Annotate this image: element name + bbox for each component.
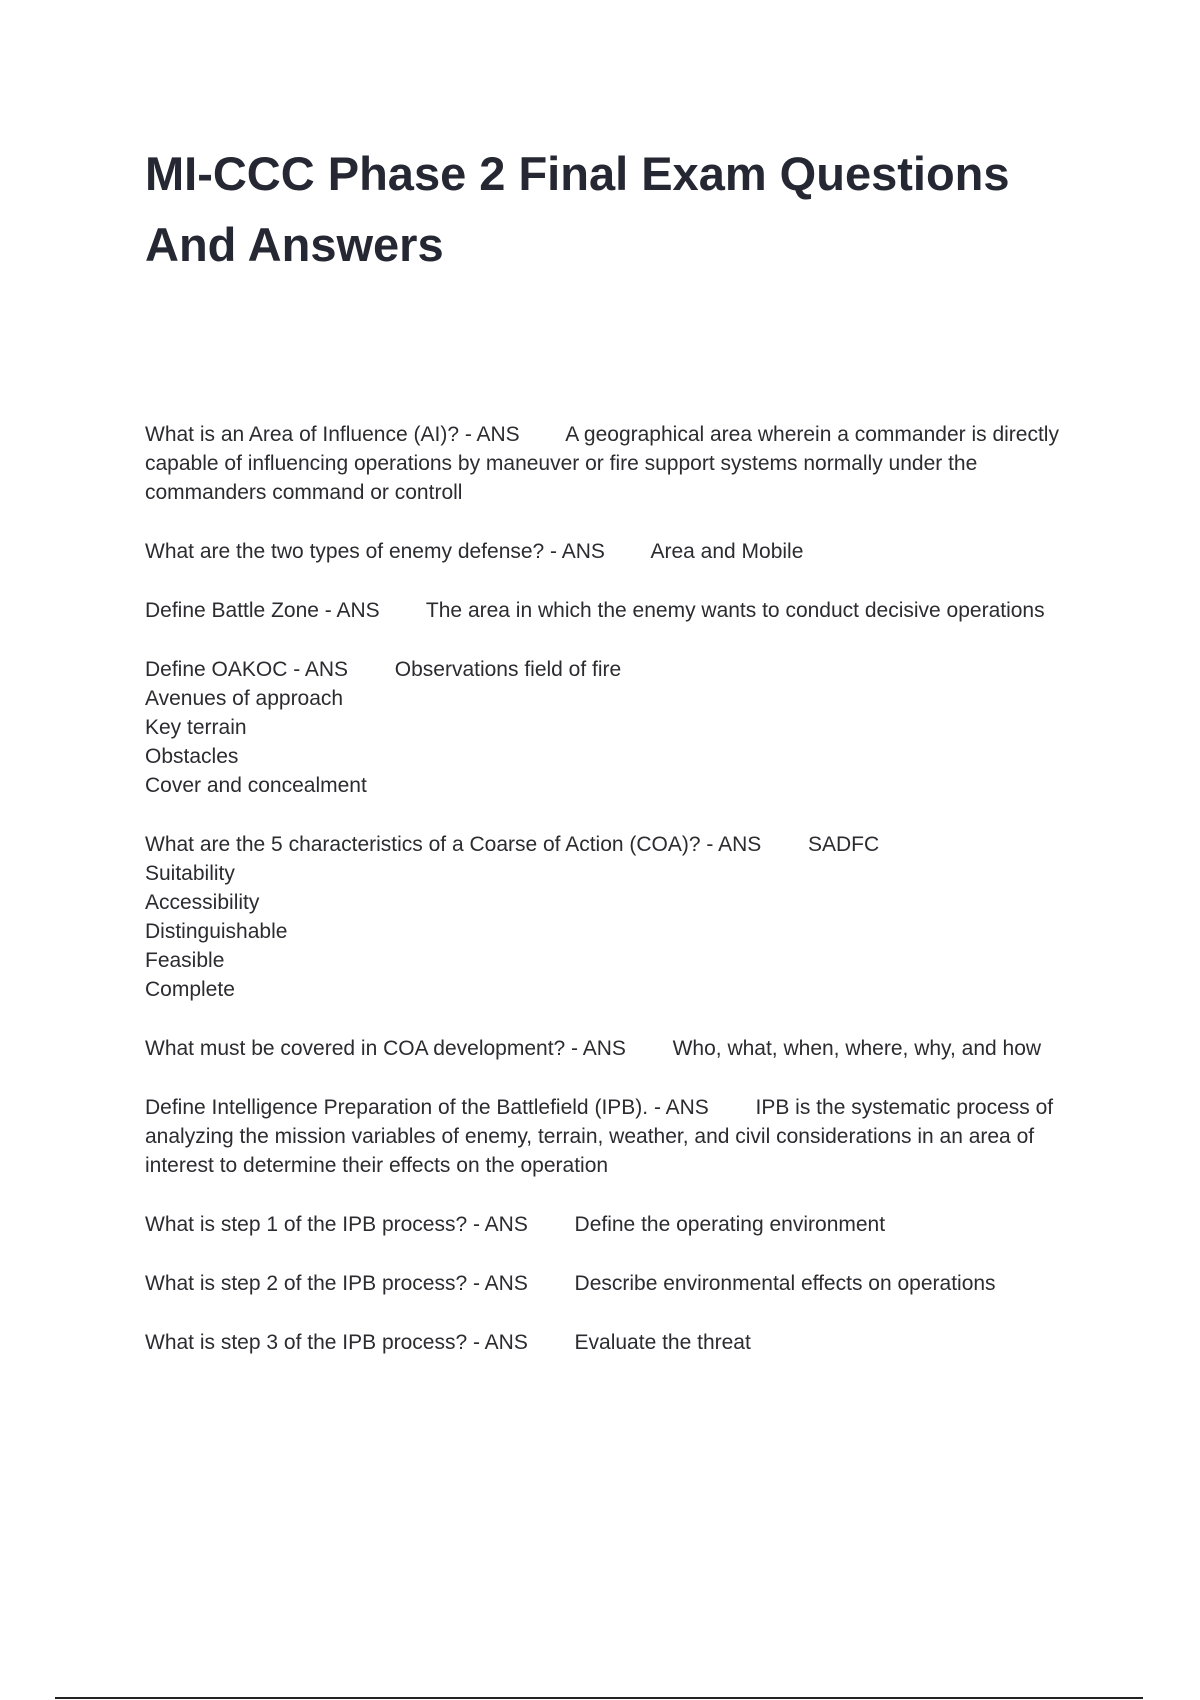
qa-item-4 bbox=[145, 655, 1095, 800]
question-text: Define Intelligence Preparation of the Battlefield (IPB). - ANS bbox=[145, 1096, 709, 1119]
question-text: Define OAKOC - ANS bbox=[145, 658, 349, 681]
qa-item-6 bbox=[145, 1034, 1095, 1063]
qa-item-8 bbox=[145, 1210, 1095, 1239]
answer-text: Evaluate the threat bbox=[574, 1331, 751, 1354]
question-text: What are the 5 characteristics of a Coarse of Action (COA)? - ANS bbox=[145, 833, 762, 856]
qa-item-2 bbox=[145, 537, 1095, 566]
qa-item-3 bbox=[145, 596, 1095, 625]
qa-item-1 bbox=[145, 420, 1095, 507]
qa-item-5 bbox=[145, 830, 1095, 1004]
question-text: What must be covered in COA development? - ANS bbox=[145, 1037, 626, 1060]
answer-text: IPB is the systematic process of analyzing the mission variables of enemy, terrain, weather, and civil considerations in an area of interest to determine their effects on the operation bbox=[145, 1096, 1054, 1177]
page-title: MI-CCC Phase 2 Final Exam Questions And Answers bbox=[145, 147, 1010, 271]
question-text: What is step 2 of the IPB process? - ANS bbox=[145, 1272, 528, 1295]
answer-text: A geographical area wherein a commander is directly capable of influencing operations by maneuver or fire support systems normally under the commanders command or controll bbox=[145, 423, 1059, 504]
document-page bbox=[145, 138, 1095, 1387]
answer-text: Who, what, when, where, why, and how bbox=[672, 1037, 1042, 1060]
question-text: Define Battle Zone - ANS bbox=[145, 599, 380, 622]
page-bottom-rule bbox=[55, 1697, 1143, 1699]
qa-item-10 bbox=[145, 1328, 1095, 1357]
question-text: What is step 3 of the IPB process? - ANS bbox=[145, 1331, 528, 1354]
qa-item-9 bbox=[145, 1269, 1095, 1298]
question-text: What is step 1 of the IPB process? - ANS bbox=[145, 1213, 528, 1236]
answer-text: SADFC Suitability Accessibility Distinguishable Feasible Complete bbox=[145, 833, 880, 1001]
qa-list bbox=[145, 420, 1095, 1357]
answer-text: Area and Mobile bbox=[650, 540, 804, 563]
question-text: What is an Area of Influence (AI)? - ANS bbox=[145, 423, 520, 446]
qa-item-7 bbox=[145, 1093, 1095, 1180]
answer-text: Define the operating environment bbox=[574, 1213, 886, 1236]
answer-text: The area in which the enemy wants to conduct decisive operations bbox=[425, 599, 1045, 622]
answer-text: Describe environmental effects on operations bbox=[574, 1272, 996, 1295]
question-text: What are the two types of enemy defense? - ANS bbox=[145, 540, 605, 563]
answer-text: Observations field of fire Avenues of approach Key terrain Obstacles Cover and concealment bbox=[145, 658, 622, 797]
